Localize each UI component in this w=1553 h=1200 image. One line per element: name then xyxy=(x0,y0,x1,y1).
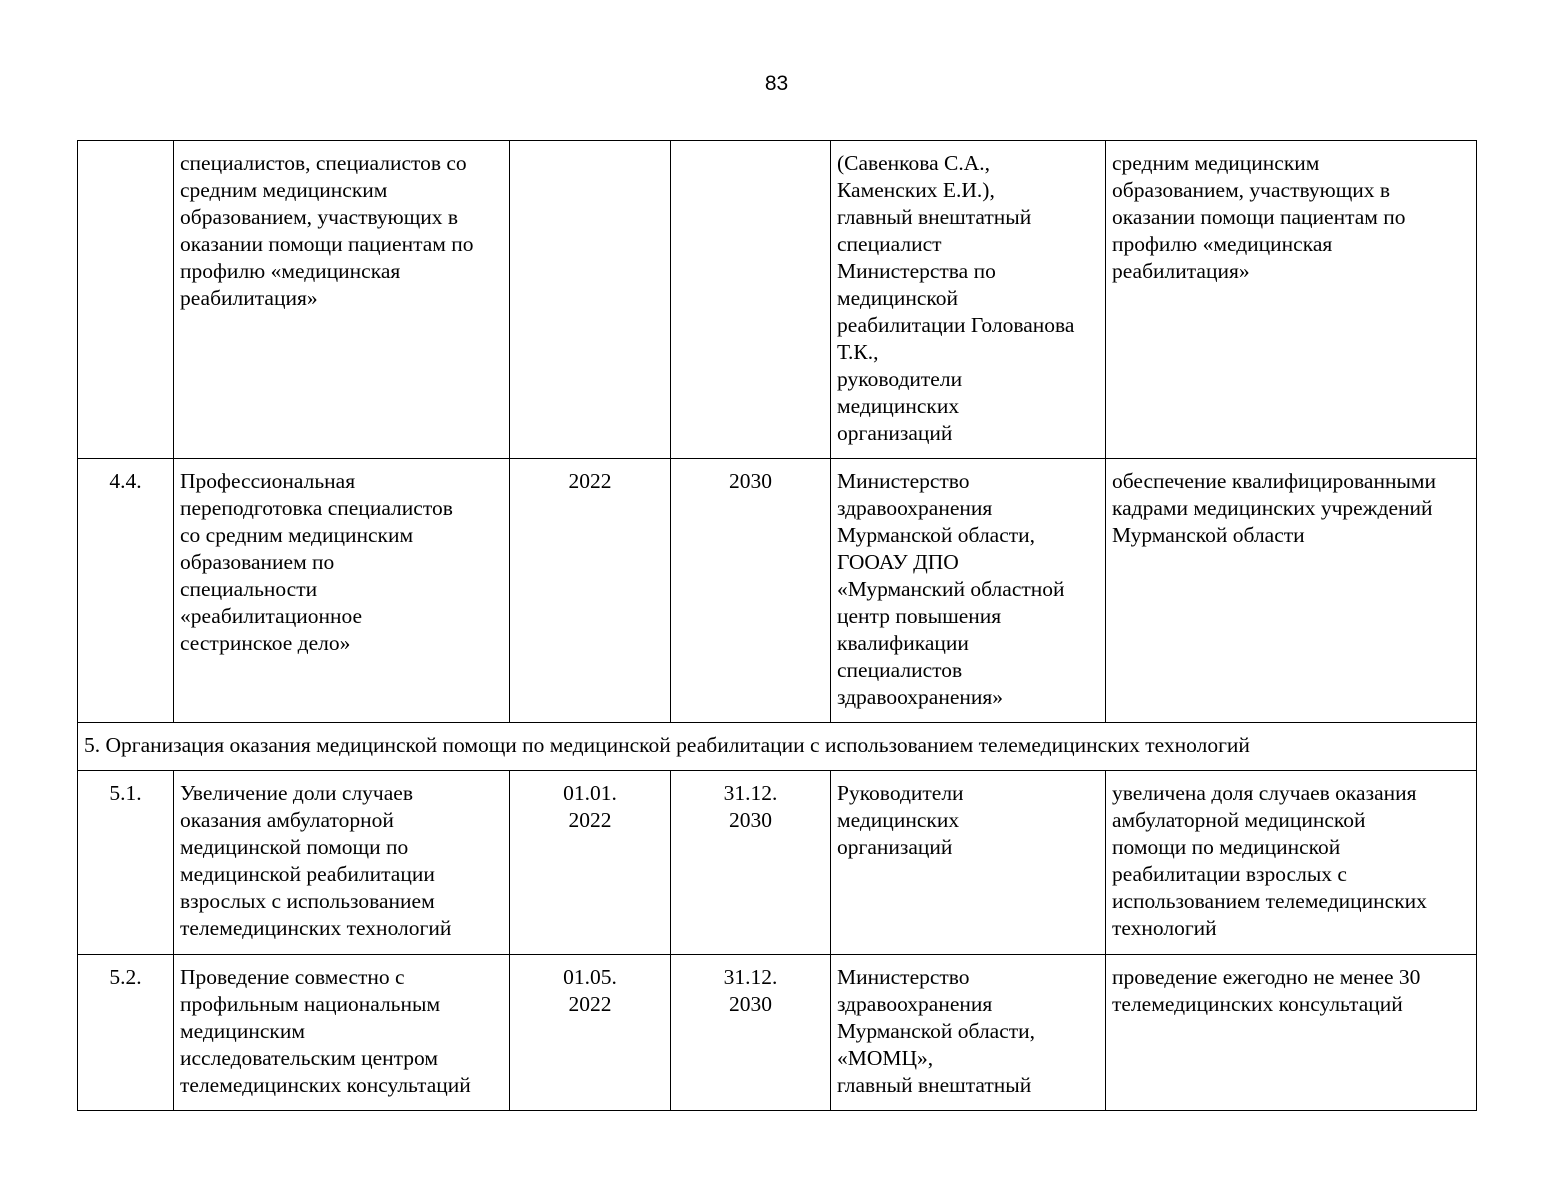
start-date-cell: 01.05. 2022 xyxy=(510,955,671,1111)
start-date-cell: 2022 xyxy=(510,459,671,723)
result-cell: средним медицинским образованием, участвующих в оказании помощи пациентам по профилю «медицинская реабилитация» xyxy=(1106,141,1477,459)
table-row xyxy=(78,771,1477,955)
end-date-cell xyxy=(671,141,831,459)
table-row xyxy=(78,459,1477,723)
action-cell: Профессиональная переподготовка специалистов со средним медицинским образованием по специальности «реабилитационное сестринское дело» xyxy=(174,459,510,723)
section-heading: 5. Организация оказания медицинской помощи по медицинской реабилитации с использованием телемедицинских технологий xyxy=(78,723,1477,771)
result-cell: обеспечение квалифицированными кадрами медицинских учреждений Мурманской области xyxy=(1106,459,1477,723)
end-date-cell: 2030 xyxy=(671,459,831,723)
action-cell: Проведение совместно с профильным национальным медицинским исследовательским центром телемедицинских консультаций xyxy=(174,955,510,1111)
responsible-cell: Руководители медицинских организаций xyxy=(831,771,1106,955)
result-cell: проведение ежегодно не менее 30 телемедицинских консультаций xyxy=(1106,955,1477,1111)
table-row xyxy=(78,141,1477,459)
responsible-cell: (Савенкова С.А., Каменских Е.И.), главный внештатный специалист Министерства по медицинской реабилитации Голованова Т.К., руководители медицинских организаций xyxy=(831,141,1106,459)
end-date-cell: 31.12. 2030 xyxy=(671,955,831,1111)
row-number-cell: 4.4. xyxy=(78,459,174,723)
row-number-cell: 5.2. xyxy=(78,955,174,1111)
section-row xyxy=(78,723,1477,771)
start-date-cell xyxy=(510,141,671,459)
action-cell: Увеличение доли случаев оказания амбулаторной медицинской помощи по медицинской реабилитации взрослых с использованием телемедицинских технологий xyxy=(174,771,510,955)
measures-table xyxy=(77,140,1477,1111)
responsible-cell: Министерство здравоохранения Мурманской области, «МОМЦ», главный внештатный xyxy=(831,955,1106,1111)
action-cell: специалистов, специалистов со средним медицинским образованием, участвующих в оказании помощи пациентам по профилю «медицинская реабилитация» xyxy=(174,141,510,459)
end-date-cell: 31.12. 2030 xyxy=(671,771,831,955)
result-cell: увеличена доля случаев оказания амбулаторной медицинской помощи по медицинской реабилитации взрослых с использованием телемедицинских технологий xyxy=(1106,771,1477,955)
table-row xyxy=(78,955,1477,1111)
responsible-cell: Министерство здравоохранения Мурманской области, ГООАУ ДПО «Мурманский областной центр повышения квалификации специалистов здравоохранения» xyxy=(831,459,1106,723)
row-number-cell xyxy=(78,141,174,459)
row-number-cell: 5.1. xyxy=(78,771,174,955)
page-number: 83 xyxy=(764,72,789,95)
start-date-cell: 01.01. 2022 xyxy=(510,771,671,955)
